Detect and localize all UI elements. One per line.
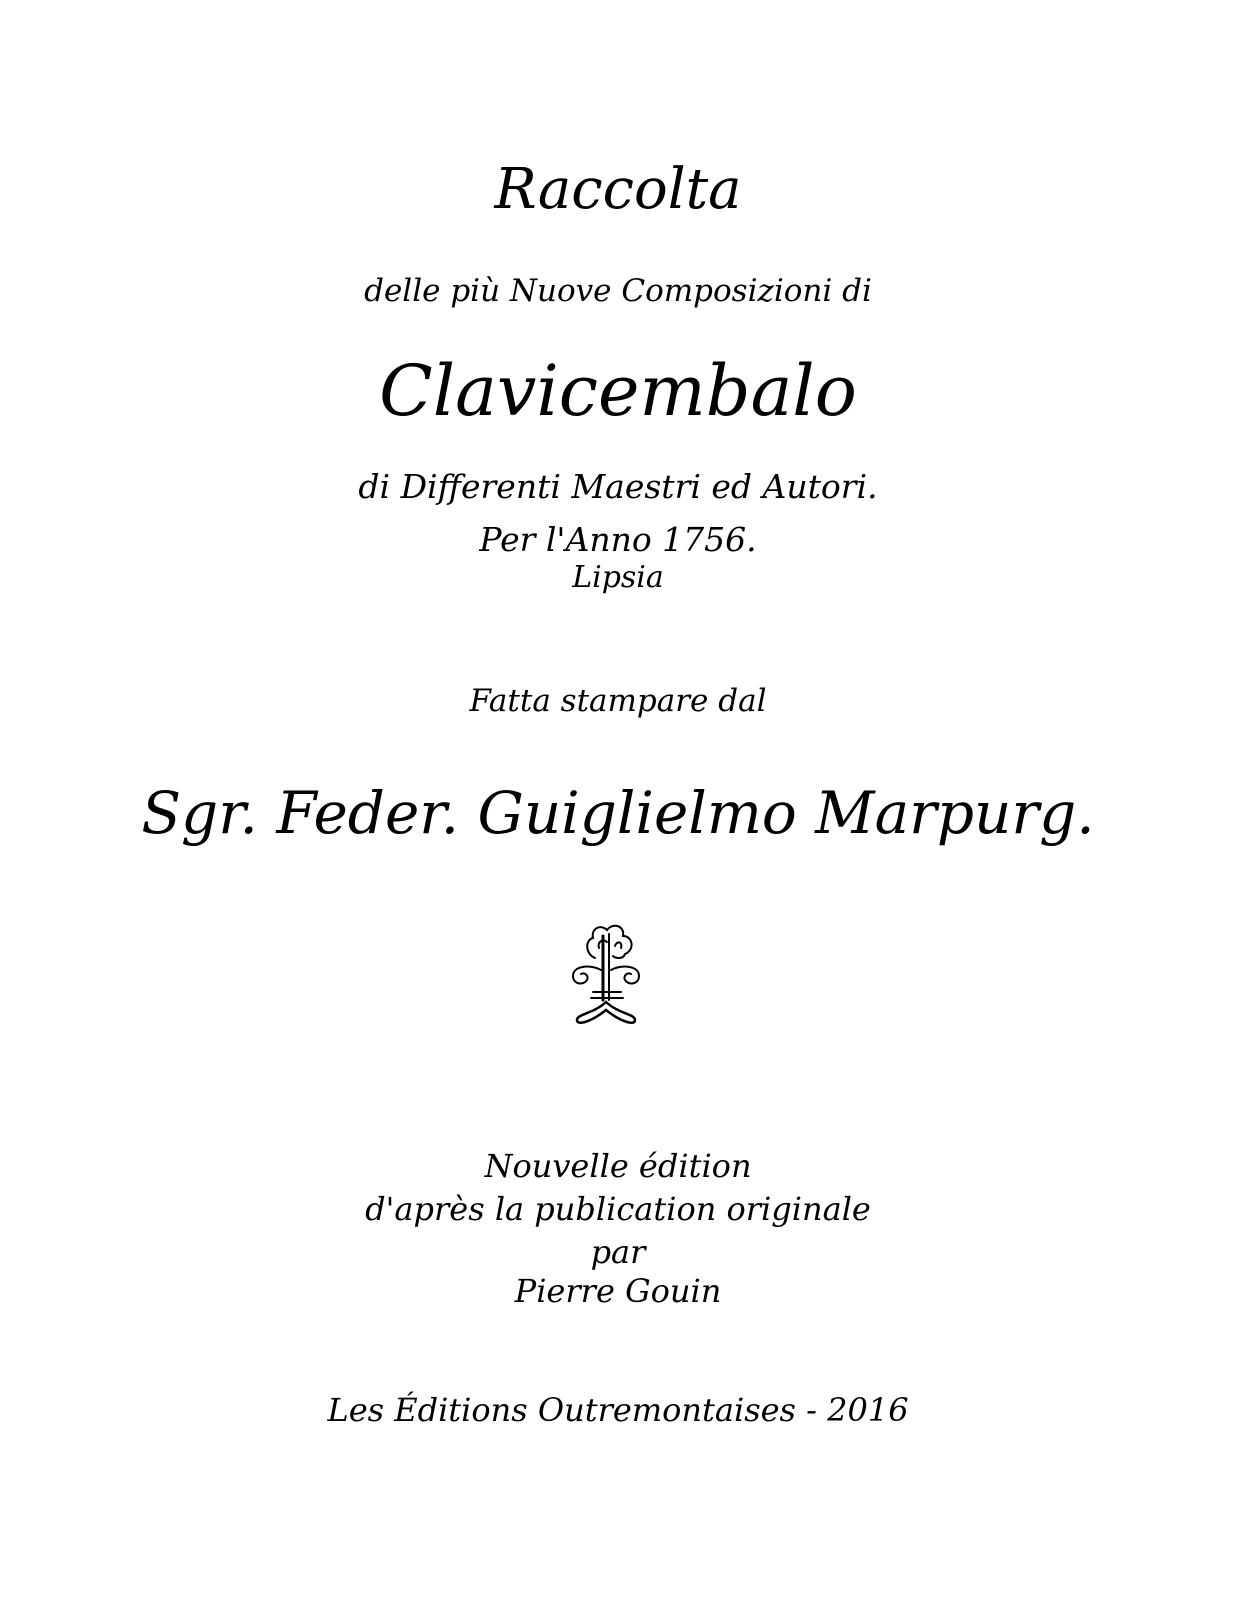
editor-name: Sgr. Feder. Guiglielmo Marpurg. (141, 779, 1095, 847)
new-edition-line-1: Nouvelle édition (484, 1147, 752, 1185)
new-edition-author: Pierre Gouin (514, 1272, 722, 1310)
new-edition-line-3: par (590, 1233, 646, 1271)
place-line: Lipsia (572, 560, 664, 595)
lyre-ornament-icon (563, 918, 649, 1028)
new-edition-line-2: d'après la publication originale (365, 1190, 871, 1228)
year-line: Per l'Anno 1756. (479, 520, 757, 559)
page-title: Raccolta (494, 157, 742, 222)
subtitle-line-2: di Differenti Maestri ed Autori. (358, 467, 878, 506)
instrument-title: Clavicembalo (379, 350, 857, 432)
printed-by-line: Fatta stampare dal (469, 683, 767, 719)
subtitle-line-1: delle più Nuove Composizioni di (364, 273, 872, 309)
publisher-line: Les Éditions Outremontaises - 2016 (327, 1391, 909, 1429)
